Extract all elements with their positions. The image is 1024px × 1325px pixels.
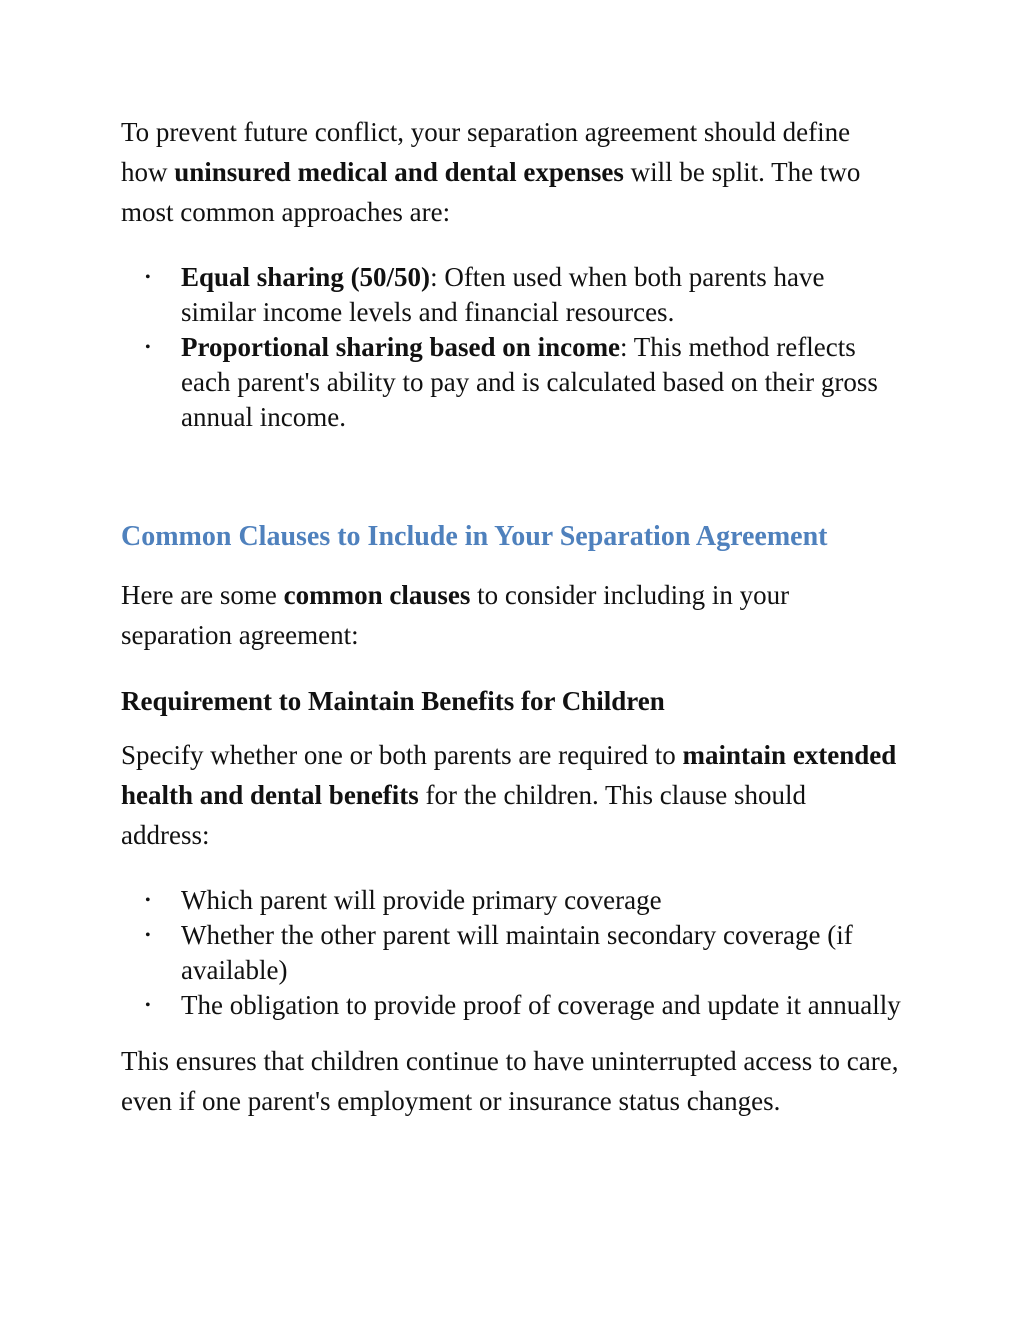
intro-paragraph <box>121 112 901 232</box>
benefits-list <box>121 883 901 1023</box>
list-item-text: : This method reflects each parent's ability to pay and is calculated based on their gross annual income. <box>181 332 878 432</box>
list-item-bold: Equal sharing (50/50) <box>181 262 431 292</box>
list-item <box>121 330 901 435</box>
intro-text-2: will be split. The two most common approaches are: <box>121 157 861 227</box>
list-item-bold: Proportional sharing based on income <box>181 332 621 362</box>
list-item: • The obligation to provide proof of coverage and update it annually <box>121 988 901 1023</box>
clauses-intro-bold: common clauses <box>283 580 471 610</box>
benefits-bold: maintain extended health and dental benefits <box>121 740 897 810</box>
closing-paragraph: This ensures that children continue to have uninterrupted access to care, even if one parent's employment or insurance status changes. <box>121 1046 899 1116</box>
intro-text-1: To prevent future conflict, your separation agreement should define how <box>121 117 851 187</box>
approaches-list <box>121 260 901 435</box>
benefits-text-2: for the children. This clause should address: <box>121 780 806 850</box>
list-item: • Whether the other parent will maintain secondary coverage (if available) <box>121 918 901 988</box>
subheading: Requirement to Maintain Benefits for Children <box>121 686 665 716</box>
intro-bold: uninsured medical and dental expenses <box>174 157 624 187</box>
section-heading: Common Clauses to Include in Your Separation Agreement <box>121 521 828 552</box>
benefits-paragraph <box>121 735 901 855</box>
list-item-text: : Often used when both parents have similar income levels and financial resources. <box>181 262 825 327</box>
document-page <box>121 112 901 1121</box>
clauses-intro-text-2: to consider including in your separation agreement: <box>121 580 790 650</box>
list-item <box>121 260 901 330</box>
clauses-intro-text-1: Here are some <box>121 580 284 610</box>
clauses-intro-paragraph <box>121 575 901 655</box>
benefits-text-1: Specify whether one or both parents are required to <box>121 740 683 770</box>
list-item: • Which parent will provide primary coverage <box>121 883 901 918</box>
